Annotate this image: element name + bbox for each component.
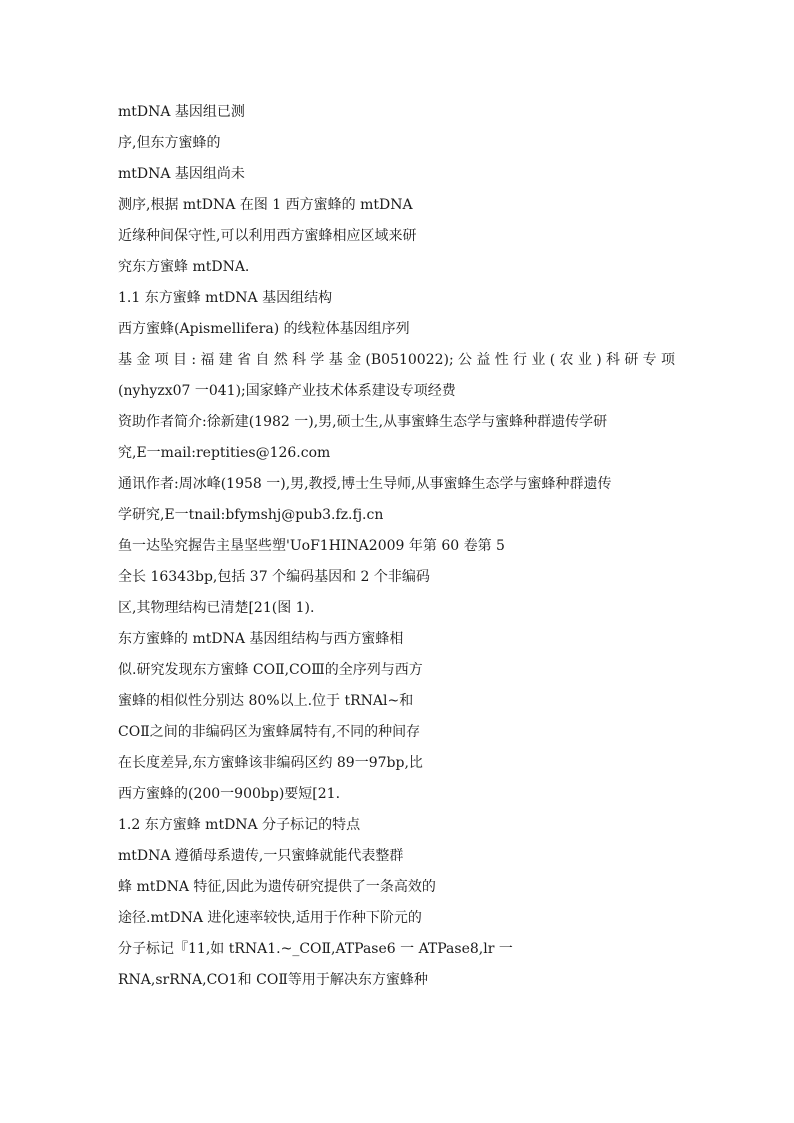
text-line: 西方蜜蜂的(200一900bp)要短[21. xyxy=(118,786,341,802)
running-header: 鱼一达坠究握告主垦坚些塑'UoF1HINA2009 年第 60 卷第 5 xyxy=(118,538,505,554)
text-line: mtDNA 基因组已测 xyxy=(118,104,245,120)
text-line: 蜂 mtDNA 特征,因此为遗传研究提供了一条高效的 xyxy=(118,879,436,895)
funding-note: 基金项目:福建省自然科学基金(B0510022);公益性行业(农业)科研专项 xyxy=(118,352,675,368)
text-line: 测序,根据 mtDNA 在图 1 西方蜜蜂的 mtDNA xyxy=(118,197,413,213)
text-line: 分子标记『11,如 tRNA1.~_COⅡ,ATPase6 一 ATPase8,lr 一 xyxy=(118,941,513,957)
text-line: 西方蜜蜂(Apismellifera) 的线粒体基因组序列 xyxy=(118,321,410,337)
text-line: 序,但东方蜜蜂的 xyxy=(118,135,221,151)
author-note: 究,E一mail:reptities@126.com xyxy=(118,445,331,461)
text-line: 途径.mtDNA 进化速率较快,适用于作种下阶元的 xyxy=(118,910,422,926)
text-line: 近缘种间保守性,可以利用西方蜜蜂相应区域来研 xyxy=(118,228,417,244)
funding-note: (nyhyzx07 一041);国家蜂产业技术体系建设专项经费 xyxy=(118,383,456,399)
text-line: 东方蜜蜂的 mtDNA 基因组结构与西方蜜蜂相 xyxy=(118,631,404,647)
text-line: 在长度差异,东方蜜蜂该非编码区约 89一97bp,比 xyxy=(118,755,423,771)
text-line: 似.研究发现东方蜜蜂 COⅡ,COⅢ的全序列与西方 xyxy=(118,662,423,678)
section-heading: 1.2 东方蜜蜂 mtDNA 分子标记的特点 xyxy=(118,817,361,833)
text-line: COⅡ之间的非编码区为蜜蜂属特有,不同的种间存 xyxy=(118,724,421,740)
corresponding-author-note: 学研究,E一tnail:bfymshj@pub3.fz.fj.cn xyxy=(118,507,384,523)
text-line: mtDNA 基因组尚未 xyxy=(118,166,245,182)
text-line: 究东方蜜蜂 mtDNA. xyxy=(118,259,250,275)
corresponding-author-note: 通讯作者:周冰峰(1958 一),男,教授,博士生导师,从事蜜蜂生态学与蜜蜂种群遗传 xyxy=(118,476,612,492)
text-line: 区,其物理结构已清楚[21(图 1). xyxy=(118,600,315,616)
text-line: mtDNA 遵循母系遗传,一只蜜蜂就能代表整群 xyxy=(118,848,404,864)
section-heading: 1.1 东方蜜蜂 mtDNA 基因组结构 xyxy=(118,290,333,306)
text-line: 全长 16343bp,包括 37 个编码基因和 2 个非编码 xyxy=(118,569,430,585)
author-note: 资助作者简介:徐新建(1982 一),男,硕士生,从事蜜蜂生态学与蜜蜂种群遗传学研 xyxy=(118,414,608,430)
document-body xyxy=(118,97,678,996)
text-line: RNA,srRNA,CO1和 COⅡ等用于解决东方蜜蜂种 xyxy=(118,972,428,988)
text-line: 蜜蜂的相似性分别达 80%以上.位于 tRNAl~和 xyxy=(118,693,414,709)
